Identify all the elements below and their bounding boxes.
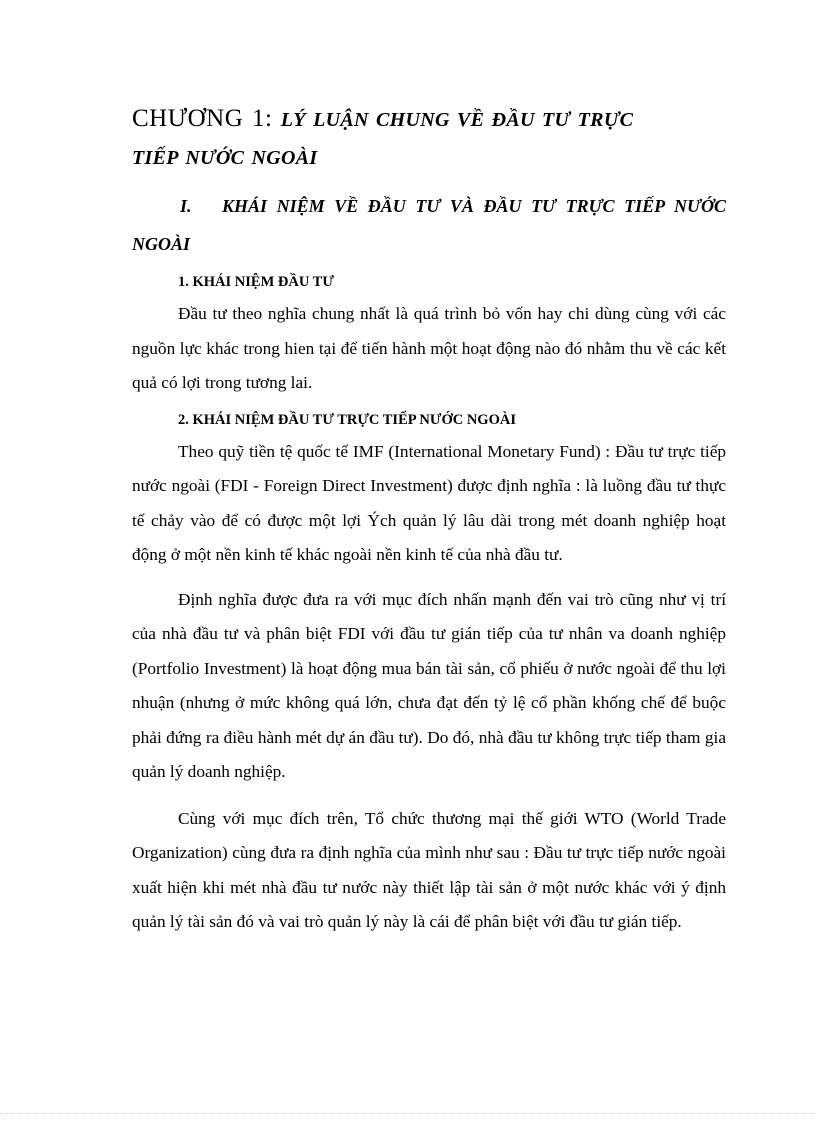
page-bottom-divider bbox=[0, 1113, 816, 1114]
chapter-title-line-1: LÝ LUẬN CHUNG VỀ ĐẦU TƯ TRỰC bbox=[280, 109, 634, 131]
paragraph-wto-definition: Cùng với mục đích trên, Tổ chức thương mại thế giới WTO (World Trade Organization) cùng đưa ra định nghĩa của mình như sau : Đầu tư trực tiếp nước ngoài xuất hiện khi mét nhà đầu tư nước này thiết lập tài sản ở một nước khác với ý định quản lý tài sản đó và vai trò quản lý này là cái để phân biệt với đầu tư gián tiếp. bbox=[132, 808, 726, 931]
paragraph-imf-definition: Theo quỹ tiền tệ quốc tế IMF (International Monetary Fund) : Đầu tư trực tiếp nước ngoài (FDI - Foreign Direct Investment) được định nghĩa : là luồng đầu tư thực tế chảy vào để có được một lợi Ých quản lý lâu dài trong mét doanh nghiệp hoạt động ở một nền kinh tế khác ngoài nền kinh tế của nhà đầu tư. bbox=[132, 441, 726, 564]
paragraph-definition-purpose: Định nghĩa được đưa ra với mục đích nhấn mạnh đến vai trò cũng như vị trí của nhà đầu tư và phân biệt FDI với đầu tư gián tiếp của tư nhân va doanh nghiệp (Portfolio Investment) là hoạt động mua bán tài sản, cổ phiếu ở nước ngoài để thu lợi nhuận (nhưng ở mức không quá lớn, chưa đạt đến tỷ lệ cổ phần khống chế để buộc phải đứng ra điều hành mét dự án đầu tư). Do đó, nhà đầu tư không trực tiếp tham gia quản lý doanh nghiệp. bbox=[132, 589, 726, 781]
paragraph-investment-definition: Đầu tư theo nghĩa chung nhất là quá trình bỏ vốn hay chi dùng cùng với các nguồn lực khác trong hien tại để tiến hành một hoạt động nào đó nhằm thu về các kết quả có lợi trong tương lai. bbox=[132, 304, 726, 392]
chapter-heading bbox=[132, 100, 726, 177]
subsection-heading-2: 2. KHÁI NIỆM ĐẦU TƯ TRỰC TIẾP NƯỚC NGOÀI bbox=[178, 411, 516, 428]
section-heading bbox=[132, 187, 726, 263]
page-content bbox=[132, 100, 726, 940]
section-number: I. bbox=[180, 196, 192, 216]
subsection-heading-1: 1. KHÁI NIỆM ĐẦU TƯ bbox=[178, 274, 334, 290]
chapter-number: CHƯƠNG 1: bbox=[132, 105, 273, 132]
chapter-title-line-2: TIẾP NƯỚC NGOÀI bbox=[132, 147, 318, 169]
section-title: KHÁI NIỆM VỀ ĐẦU TƯ VÀ ĐẦU TƯ TRỰC TIẾP NƯỚC NGOÀI bbox=[132, 196, 726, 254]
